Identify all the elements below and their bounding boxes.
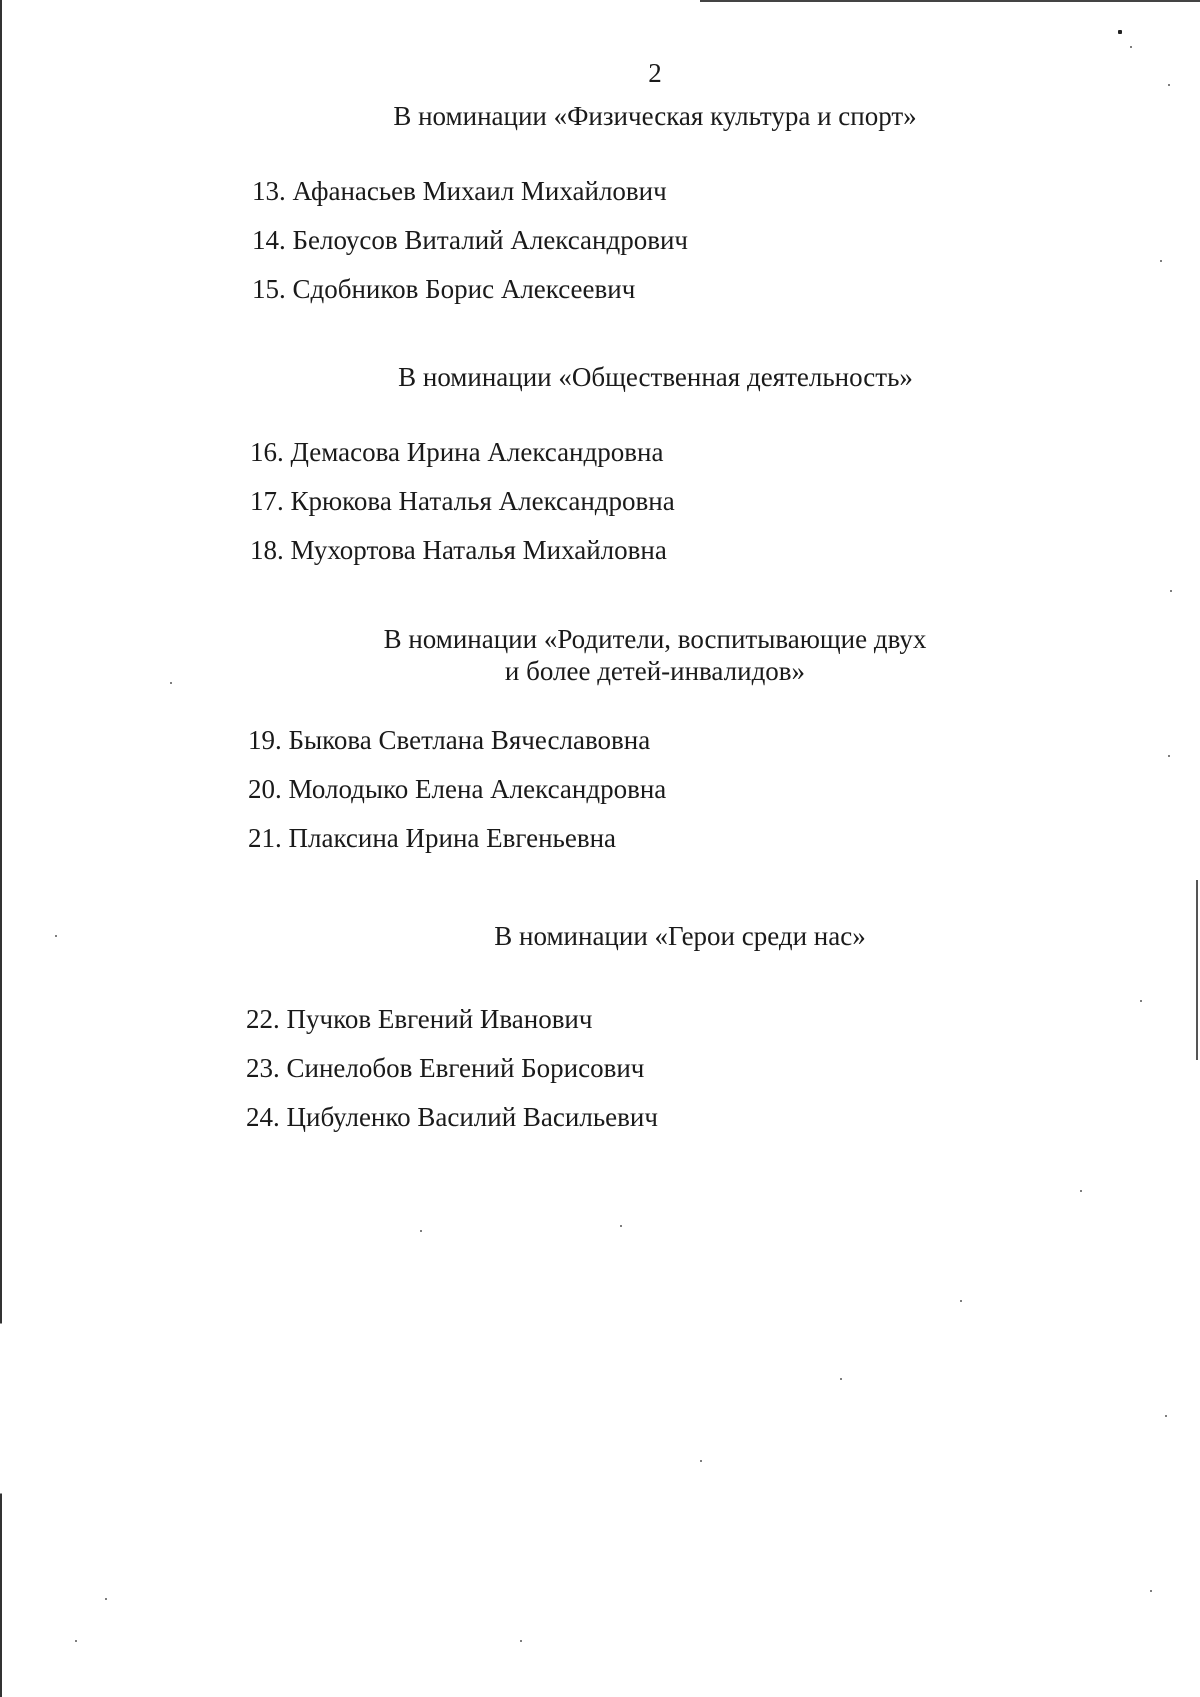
heading-line: и более детей-инвалидов» — [504, 656, 806, 686]
page-number: 2 — [648, 58, 662, 88]
heading-line: В номинации «Родители, воспитывающие двух — [383, 624, 927, 654]
list-item: 24. Цибуленко Василий Васильевич — [246, 1102, 658, 1132]
list-item: 21. Плаксина Ирина Евгеньевна — [248, 823, 617, 853]
list-item: 18. Мухортова Наталья Михайловна — [250, 535, 667, 565]
list-item: 14. Белоусов Виталий Александрович — [252, 225, 689, 255]
scan-edge-top — [700, 0, 1200, 2]
list-item: 20. Молодыко Елена Александровна — [248, 774, 667, 804]
heading-line: В номинации «Общественная деятельность» — [398, 362, 913, 392]
nomination-heading-parents — [360, 623, 950, 687]
list-item: 19. Быкова Светлана Вячеславовна — [248, 725, 651, 755]
list-item: 16. Демасова Ирина Александровна — [250, 437, 664, 467]
scan-edge-right — [1196, 880, 1198, 1060]
list-item: 13. Афанасьев Михаил Михайлович — [252, 176, 667, 206]
list-item: 17. Крюкова Наталья Александровна — [250, 486, 675, 516]
list-item: 23. Синелобов Евгений Борисович — [246, 1053, 645, 1083]
nomination-heading-sport — [380, 100, 930, 132]
scan-edge-left — [0, 0, 2, 1697]
list-item: 22. Пучков Евгений Иванович — [246, 1004, 593, 1034]
heading-line: В номинации «Герои среди нас» — [494, 921, 866, 951]
heading-line: В номинации «Физическая культура и спорт» — [393, 101, 917, 131]
nomination-heading-public — [383, 361, 928, 393]
nomination-heading-heroes — [470, 920, 890, 952]
list-item: 15. Сдобников Борис Алексеевич — [252, 274, 636, 304]
